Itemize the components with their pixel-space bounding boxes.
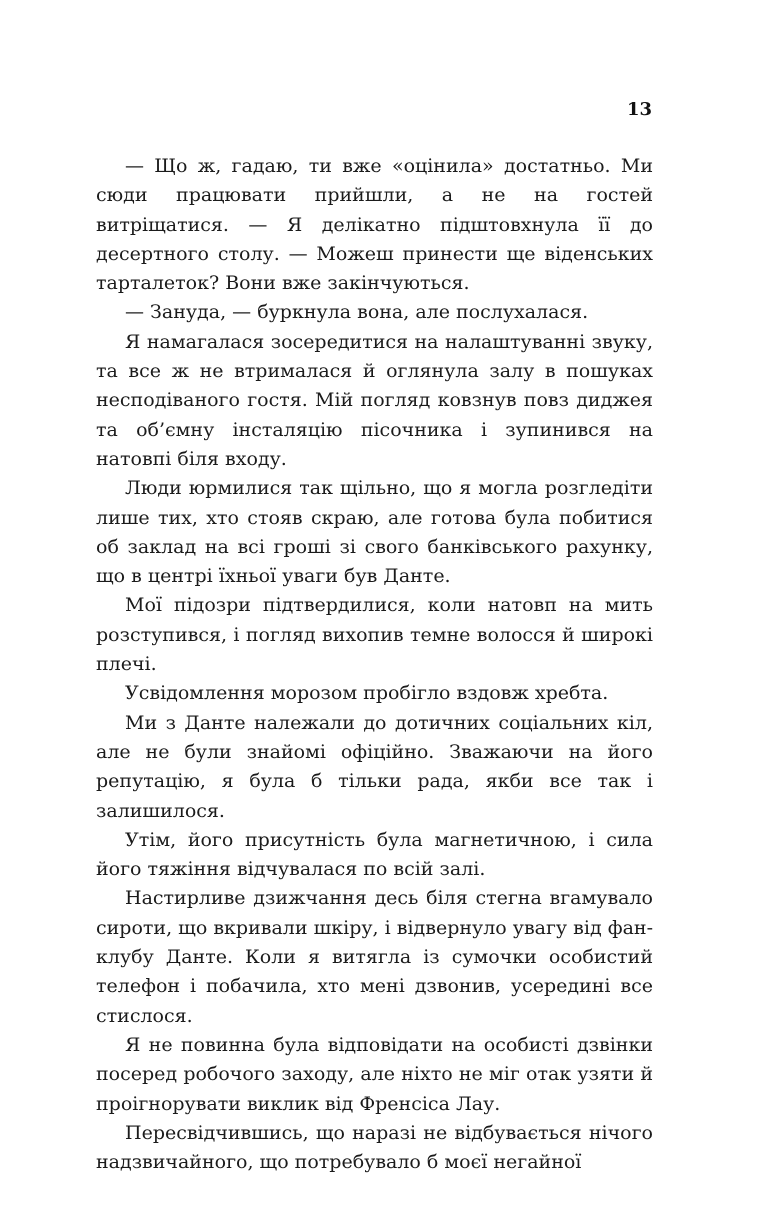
paragraph: Мої підозри підтвердилися, коли натовп на мить розступився, і погляд вихопив темне волосся й широкі плечі. <box>96 594 653 676</box>
paragraph: Я не повинна була відповідати на особисті дзвінки посеред робочого заходу, але ніхто не міг отак узяти й проігнорувати виклик від Френсіса Лау. <box>96 1033 653 1115</box>
page-number: 13 <box>626 99 652 120</box>
paragraph: Люди юрмилися так щільно, що я могла розгледіти лише тих, хто стояв скраю, але готова була побитися об заклад на всі гроші зі свого банківського рахунку, що в центрі їхньої уваги був Данте. <box>96 477 653 588</box>
paragraph: Утім, його присутність була магнетичною, і сила його тяжіння відчувалася по всій залі. <box>96 828 653 881</box>
paragraph: — Зануда, — буркнула вона, але послухалася. <box>125 301 589 324</box>
paragraph: Настирливе дзижчання десь біля стегна вгамувало сироти, що вкривали шкіру, і відвернуло увагу від фан-клубу Данте. Коли я витягла із сумочки особистий телефон і побачила, хто мені дзвонив, усередині все стислося. <box>96 887 653 1027</box>
paragraph: Пересвідчившись, що наразі не відбувається нічого надзвичайного, що потребувало б моєї негайної <box>96 1121 653 1174</box>
paragraph: — Що ж, гадаю, ти вже «оцінила» достатньо. Ми сюди працювати прийшли, а не на гостей витріщатися. — Я делікатно підштовхнула її до десертного столу. — Можеш принести ще віденських тарталеток? Вони вже закінчуються. <box>96 155 653 295</box>
paragraph: Ми з Данте належали до дотичних соціальних кіл, але не були знайомі офіційно. Зважаючи на його репутацію, я була б тільки рада, якби все так і залишилося. <box>96 711 653 822</box>
paragraph: Я намагалася зосередитися на налаштуванні звуку, та все ж не втрималася й оглянула залу в пошуках несподіваного гостя. Мій погляд ковзнув повз диджея та об’ємну інсталяцію пісочника і зупинився на натовпі біля входу. <box>96 330 653 470</box>
paragraph: Усвідомлення морозом пробігло вздовж хребта. <box>125 682 609 705</box>
page-body <box>96 152 653 1177</box>
